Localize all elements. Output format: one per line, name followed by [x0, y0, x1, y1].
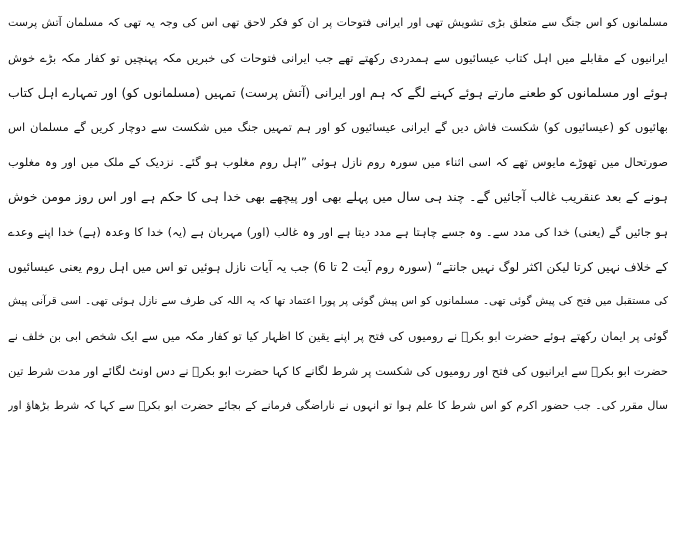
text-line: ہونے کے بعد عنقریب غالب آجائیں گے۔ چند ہی سال میں پہلے بھی اور پیچھے بھی خدا ہی کا حکم ہے اور اس روز مومن خوش	[8, 188, 668, 204]
text-line: ہوئے اور مسلمانوں کو طعنے مارتے ہوئے کہنے لگے کہ ہم اور ایرانی (آتش پرست) تمہیں (مسلمانوں کو) اور تمہارے اہل کتاب	[8, 84, 668, 100]
text-line: ایرانیوں کے مقابلے میں اہل کتاب عیسائیوں سے ہمدردی رکھتے تھے جب ایرانی فتوحات کی خبریں مکہ پہنچیں تو کفار مکہ بڑے خوش	[8, 50, 668, 65]
text-line: کی مستقبل میں فتح کی پیش گوئی تھی۔ مسلمانوں کو اس پیش گوئی پر پورا اعتماد تھا کہ یہ اللہ کی طرف سے نازل ہوئی تھی۔ اسی قرآنی پیش	[8, 295, 668, 308]
urdu-text-block	[8, 6, 668, 424]
text-line: حضرت ابو بکرؓ سے ایرانیوں کی فتح اور رومیوں کی شکست پر شرط لگانے کا کہا حضرت ابو بکرؓ نے دس اونٹ لگائے اور مدت شرط تین	[8, 363, 668, 378]
text-line: مسلمانوں کو اس جنگ سے متعلق بڑی تشویش تھی اور ایرانی فتوحات پر ان کو فکر لاحق تھی اس کی وجہ یہ تھی کہ مسلمان آتش پرست	[8, 16, 668, 29]
text-line: ہو جائیں گے (یعنی) خدا کی مدد سے۔ وہ جسے چاہتا ہے مدد دیتا ہے اور وہ غالب (اور) مہربان ہے (یہ) خدا کا وعدہ (ہے) خدا اپنے وعدے	[8, 224, 668, 239]
text-line: صورتحال میں تھوڑے مایوس تھے کہ اسی اثناء میں سورہ روم نازل ہوئی ”اہل روم مغلوب ہو گئے۔ نزدیک کے ملک میں اور وہ مغلوب	[8, 155, 668, 170]
text-line: سال مقرر کی۔ جب حضور اکرم کو اس شرط کا علم ہوا تو انہوں نے ناراضگی فرمانے کے بجائے حضرت ابو بکرؓ سے کہا کہ شرط بڑھاؤ اور	[8, 398, 668, 412]
text-line: گوئی پر ایمان رکھتے ہوئے حضرت ابو بکرؓ نے رومیوں کی فتح پر اپنے یقین کا اظہار کیا تو کفار مکہ میں سے ایک شخص ابی بن خلف نے	[8, 329, 668, 344]
text-line: بھائیوں کو (عیسائیوں کو) شکست فاش دیں گے ایرانی عیسائیوں کو اور ہم تمہیں جنگ میں شکست سے دوچار کریں گے مسلمان اس	[8, 120, 668, 135]
text-line: کے خلاف نہیں کرتا لیکن اکثر لوگ نہیں جانتے“ (سورہ روم آیت 2 تا 6) جب یہ آیات نازل ہوئیں تو اس میں اہل روم یعنی عیسائیوں	[8, 259, 668, 274]
